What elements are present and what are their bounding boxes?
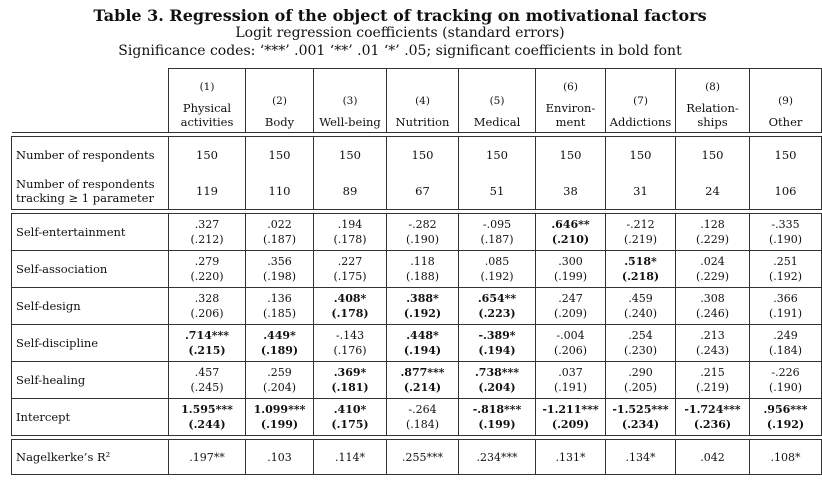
coefficient-value: .136 xyxy=(267,292,292,305)
standard-error: (.229) xyxy=(695,233,730,246)
standard-error: (.189) xyxy=(260,344,299,357)
coefficient-value: .327 xyxy=(194,218,220,231)
coefficient-cell xyxy=(246,399,314,436)
r2-value-cell: .197** xyxy=(169,440,246,475)
standard-error: (.218) xyxy=(621,270,660,283)
coefficient-value: .654** xyxy=(477,292,517,305)
coefficient-cell xyxy=(606,325,676,362)
coefficient-value: 1.099*** xyxy=(253,403,306,416)
coefficient-value: .085 xyxy=(484,255,510,268)
coefficient-cell xyxy=(459,362,536,399)
row-label: Self-association xyxy=(12,251,169,288)
coefficient-cell xyxy=(676,251,750,288)
row-label: Self-healing xyxy=(12,362,169,399)
r2-value-cell: .131* xyxy=(536,440,606,475)
row-label: Number of respondents tracking ≥ 1 parameter xyxy=(12,173,169,210)
coefficient-cell xyxy=(246,325,314,362)
coefficient-value: .251 xyxy=(773,255,798,268)
coefficient-value: -.212 xyxy=(626,218,655,231)
standard-error: (.181) xyxy=(331,381,369,394)
value-cell: 150 xyxy=(536,137,606,174)
value-cell: 150 xyxy=(459,137,536,174)
standard-error: (.192) xyxy=(480,270,514,283)
coefficient-cell xyxy=(536,251,606,288)
coefficient-cell xyxy=(676,288,750,325)
standard-error: (.206) xyxy=(190,307,224,320)
standard-error: (.234) xyxy=(621,418,660,431)
coefficient-cell xyxy=(169,251,246,288)
row-label: Number of respondents xyxy=(12,137,169,174)
standard-error: (.204) xyxy=(262,381,297,394)
standard-error: (.243) xyxy=(695,344,730,357)
coefficient-cell xyxy=(606,251,676,288)
column-header xyxy=(750,69,822,133)
row-label: Self-discipline xyxy=(12,325,169,362)
standard-error: (.192) xyxy=(766,418,805,431)
coefficient-cell xyxy=(246,214,314,251)
coefficient-value: .128 xyxy=(700,218,725,231)
row-label: Self-design xyxy=(12,288,169,325)
column-header xyxy=(536,69,606,133)
coefficient-cell xyxy=(246,288,314,325)
nagelkerke-row xyxy=(12,440,822,475)
column-header xyxy=(387,69,459,133)
coefficient-row xyxy=(12,214,822,251)
value-cell: 150 xyxy=(676,137,750,174)
row-label: Nagelkerke’s R² xyxy=(12,440,169,475)
standard-error: (.178) xyxy=(331,307,369,320)
r2-value-cell: .042 xyxy=(676,440,750,475)
coefficient-value: .518* xyxy=(624,255,657,268)
coefficient-value: .356 xyxy=(267,255,292,268)
coefficient-cell xyxy=(387,399,459,436)
column-header xyxy=(606,69,676,133)
column-number: (9) xyxy=(778,95,793,107)
coefficient-cell xyxy=(459,214,536,251)
coefficient-value: .037 xyxy=(558,366,583,379)
coefficient-cell xyxy=(314,325,387,362)
coefficient-cell xyxy=(750,399,822,436)
coefficient-cell xyxy=(314,214,387,251)
coefficient-value: .024 xyxy=(700,255,725,268)
coefficient-cell xyxy=(169,288,246,325)
coefficient-cell xyxy=(606,214,676,251)
standard-error: (.199) xyxy=(553,270,588,283)
coefficient-cell xyxy=(387,288,459,325)
r2-value-cell: .108* xyxy=(750,440,822,475)
coefficient-value: .259 xyxy=(267,366,292,379)
value-cell: 24 xyxy=(676,173,750,210)
coefficient-cell xyxy=(536,325,606,362)
tracking-row xyxy=(12,173,822,210)
column-header xyxy=(246,69,314,133)
coefficient-value: .388* xyxy=(406,292,439,305)
standard-error: (.184) xyxy=(405,418,440,431)
value-cell: 150 xyxy=(314,137,387,174)
coefficient-value: .022 xyxy=(267,218,292,231)
r2-value-cell: .234*** xyxy=(459,440,536,475)
coefficient-cell xyxy=(314,288,387,325)
value-cell: 150 xyxy=(387,137,459,174)
standard-error: (.190) xyxy=(405,233,440,246)
value-cell: 89 xyxy=(314,173,387,210)
coefficient-row xyxy=(12,362,822,399)
coefficient-cell xyxy=(536,362,606,399)
respondents-row xyxy=(12,137,822,174)
coefficient-cell xyxy=(459,399,536,436)
standard-error: (.194) xyxy=(478,344,516,357)
coefficient-cell xyxy=(246,362,314,399)
column-number: (7) xyxy=(633,95,648,107)
coefficient-cell xyxy=(606,399,676,436)
coefficient-cell xyxy=(169,399,246,436)
column-name: Physical activities xyxy=(180,101,234,129)
coefficient-value: .328 xyxy=(194,292,220,305)
coefficient-value: .247 xyxy=(558,292,583,305)
value-cell: 38 xyxy=(536,173,606,210)
coefficient-cell xyxy=(169,362,246,399)
coefficient-row xyxy=(12,288,822,325)
coefficient-cell xyxy=(676,325,750,362)
column-number: (4) xyxy=(415,95,430,107)
standard-error: (.245) xyxy=(190,381,224,394)
standard-error: (.240) xyxy=(623,307,658,320)
coefficient-cell xyxy=(314,362,387,399)
column-number: (8) xyxy=(705,81,720,93)
standard-error: (.199) xyxy=(260,418,299,431)
coefficient-value: -1.211*** xyxy=(542,403,599,416)
standard-error: (.188) xyxy=(405,270,440,283)
standard-error: (.206) xyxy=(553,344,588,357)
regression-table xyxy=(11,68,822,475)
coefficient-value: .408* xyxy=(333,292,367,305)
coefficient-cell xyxy=(169,325,246,362)
coefficient-cell xyxy=(459,251,536,288)
column-number: (5) xyxy=(489,95,505,107)
value-cell: 110 xyxy=(246,173,314,210)
coefficient-cell xyxy=(314,399,387,436)
standard-error: (.187) xyxy=(262,233,297,246)
standard-error: (.178) xyxy=(333,233,367,246)
value-cell: 119 xyxy=(169,173,246,210)
row-label: Intercept xyxy=(12,399,169,436)
column-name: Nutrition xyxy=(395,115,450,129)
r2-value-cell: .255*** xyxy=(387,440,459,475)
coefficient-value: .213 xyxy=(700,329,725,342)
coefficient-cell xyxy=(676,362,750,399)
r2-value-cell: .134* xyxy=(606,440,676,475)
column-header xyxy=(676,69,750,133)
standard-error: (.175) xyxy=(333,270,367,283)
column-header xyxy=(169,69,246,133)
coefficient-value: .227 xyxy=(337,255,363,268)
column-header xyxy=(459,69,536,133)
standard-error: (.220) xyxy=(190,270,224,283)
coefficient-cell xyxy=(606,362,676,399)
column-number: (6) xyxy=(563,81,578,93)
coefficient-value: -.004 xyxy=(556,329,585,342)
standard-error: (.192) xyxy=(768,270,803,283)
coefficient-cell xyxy=(536,214,606,251)
standard-error: (.187) xyxy=(480,233,514,246)
standard-error: (.190) xyxy=(768,233,803,246)
value-cell: 150 xyxy=(169,137,246,174)
coefficient-value: -.282 xyxy=(408,218,437,231)
standard-error: (.204) xyxy=(478,381,516,394)
standard-error: (.230) xyxy=(623,344,658,357)
standard-error: (.190) xyxy=(768,381,803,394)
coefficient-value: .738*** xyxy=(474,366,520,379)
value-cell: 51 xyxy=(459,173,536,210)
coefficient-value: .369* xyxy=(333,366,367,379)
standard-error: (.214) xyxy=(403,381,442,394)
r2-value-cell: .114* xyxy=(314,440,387,475)
standard-error: (.185) xyxy=(262,307,297,320)
coefficient-value: -.264 xyxy=(408,403,437,416)
standard-error: (.244) xyxy=(188,418,226,431)
value-cell: 150 xyxy=(246,137,314,174)
row-label: Self-entertainment xyxy=(12,214,169,251)
standard-error: (.209) xyxy=(551,418,590,431)
coefficient-cell xyxy=(387,325,459,362)
coefficient-value: .300 xyxy=(558,255,583,268)
standard-error: (.223) xyxy=(478,307,516,320)
coefficient-value: -.818*** xyxy=(472,403,522,416)
coefficient-value: .714*** xyxy=(184,329,230,342)
coefficient-value: .290 xyxy=(628,366,653,379)
coefficient-cell xyxy=(676,399,750,436)
column-name: Body xyxy=(264,115,295,129)
column-number: (3) xyxy=(342,95,358,107)
standard-error: (.199) xyxy=(478,418,516,431)
standard-error: (.209) xyxy=(553,307,588,320)
table-subtitle: Logit regression coefficients (standard errors) xyxy=(235,25,565,41)
value-cell: 150 xyxy=(750,137,822,174)
coefficient-value: -1.724*** xyxy=(684,403,741,416)
coefficient-value: .249 xyxy=(773,329,798,342)
coefficient-cell xyxy=(676,214,750,251)
coefficient-value: .118 xyxy=(410,255,435,268)
coefficient-value: .254 xyxy=(628,329,653,342)
standard-error: (.198) xyxy=(262,270,297,283)
coefficient-value: -.095 xyxy=(482,218,512,231)
coefficient-row xyxy=(12,251,822,288)
value-cell: 67 xyxy=(387,173,459,210)
significance-codes: Significance codes: ‘***’ .001 ‘**’ .01 ‘*’ .05; significant coefficients in bold font xyxy=(118,43,682,59)
standard-error: (.205) xyxy=(623,381,658,394)
coefficient-value: .448* xyxy=(406,329,439,342)
coefficient-value: -1.525*** xyxy=(612,403,669,416)
standard-error: (.236) xyxy=(693,418,732,431)
coefficient-cell xyxy=(750,214,822,251)
column-number: (1) xyxy=(199,81,215,93)
r2-value-cell: .103 xyxy=(246,440,314,475)
coefficient-cell xyxy=(169,214,246,251)
coefficient-cell xyxy=(750,288,822,325)
standard-error: (.219) xyxy=(695,381,730,394)
coefficient-cell xyxy=(314,251,387,288)
coefficient-value: .308 xyxy=(700,292,725,305)
coefficient-cell xyxy=(536,288,606,325)
coefficient-value: .194 xyxy=(337,218,363,231)
standard-error: (.176) xyxy=(333,344,367,357)
coefficient-value: 1.595*** xyxy=(181,403,233,416)
coefficient-cell xyxy=(536,399,606,436)
coefficient-cell xyxy=(750,325,822,362)
standard-error: (.175) xyxy=(331,418,369,431)
header-row xyxy=(12,69,822,133)
coefficient-value: -.226 xyxy=(771,366,800,379)
coefficient-cell xyxy=(387,251,459,288)
coefficient-row xyxy=(12,399,822,436)
column-number: (2) xyxy=(272,95,287,107)
value-cell: 150 xyxy=(606,137,676,174)
coefficient-value: .956*** xyxy=(763,403,808,416)
coefficient-value: -.335 xyxy=(771,218,800,231)
standard-error: (.229) xyxy=(695,270,730,283)
coefficient-cell xyxy=(750,251,822,288)
column-name: Well-being xyxy=(319,115,381,129)
coefficient-cell xyxy=(387,214,459,251)
standard-error: (.212) xyxy=(190,233,224,246)
coefficient-value: .646** xyxy=(551,218,590,231)
coefficient-value: .215 xyxy=(700,366,725,379)
coefficient-value: .279 xyxy=(194,255,220,268)
coefficient-value: .410* xyxy=(333,403,367,416)
standard-error: (.191) xyxy=(768,307,803,320)
standard-error: (.246) xyxy=(695,307,730,320)
coefficient-value: .449* xyxy=(263,329,296,342)
coefficient-value: .457 xyxy=(194,366,220,379)
column-name: Other xyxy=(768,115,803,129)
coefficient-cell xyxy=(606,288,676,325)
standard-error: (.194) xyxy=(403,344,442,357)
value-cell: 106 xyxy=(750,173,822,210)
standard-error: (.192) xyxy=(403,307,442,320)
coefficient-value: -.389* xyxy=(478,329,516,342)
coefficient-cell xyxy=(246,251,314,288)
table-title: Table 3. Regression of the object of tracking on motivational factors xyxy=(93,6,707,25)
standard-error: (.191) xyxy=(553,381,588,394)
coefficient-cell xyxy=(387,362,459,399)
coefficient-value: .877*** xyxy=(400,366,445,379)
standard-error: (.210) xyxy=(551,233,590,246)
coefficient-value: -.143 xyxy=(335,329,365,342)
coefficient-cell xyxy=(459,325,536,362)
standard-error: (.219) xyxy=(623,233,658,246)
value-cell: 31 xyxy=(606,173,676,210)
column-name: Relation-ships xyxy=(686,101,739,129)
column-name: Addictions xyxy=(609,115,672,129)
coefficient-value: .459 xyxy=(628,292,653,305)
column-header xyxy=(314,69,387,133)
header-corner xyxy=(12,69,169,133)
column-name: Medical xyxy=(473,115,521,129)
column-name: Environ-ment xyxy=(545,101,596,129)
coefficient-value: .366 xyxy=(773,292,798,305)
standard-error: (.215) xyxy=(188,344,226,357)
coefficient-cell xyxy=(459,288,536,325)
coefficient-row xyxy=(12,325,822,362)
coefficient-cell xyxy=(750,362,822,399)
standard-error: (.184) xyxy=(768,344,803,357)
